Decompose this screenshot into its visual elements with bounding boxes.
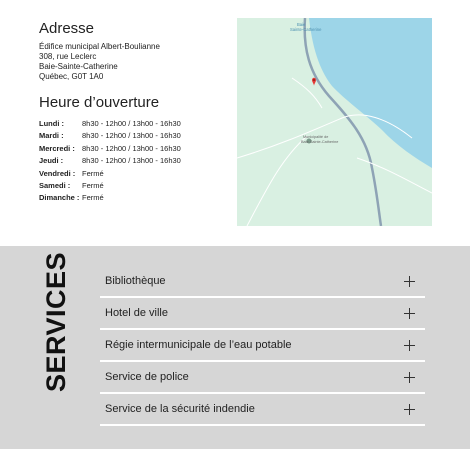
hours-row xyxy=(39,180,229,192)
hours-time: 8h30 - 12h00 / 13h00 - 16h30 xyxy=(82,131,181,141)
map-water-label-line: Baie xyxy=(297,22,306,27)
hours-time: Fermé xyxy=(82,181,104,191)
service-item-securite-incendie[interactable] xyxy=(100,394,425,426)
map-canvas[interactable] xyxy=(237,18,432,226)
hours-day: Vendredi : xyxy=(39,168,76,178)
service-label: Service de police xyxy=(105,371,189,383)
service-label: Hotel de ville xyxy=(105,307,168,319)
hours-row xyxy=(39,192,229,204)
address-block xyxy=(39,42,229,82)
plus-icon[interactable] xyxy=(404,308,415,319)
service-label: Bibliothèque xyxy=(105,275,166,287)
hours-heading: Heure d’ouverture xyxy=(39,94,160,111)
plus-icon[interactable] xyxy=(404,404,415,415)
plus-icon[interactable] xyxy=(404,372,415,383)
plus-icon[interactable] xyxy=(404,276,415,287)
map-water-label-line: Sainte-Catherine xyxy=(290,27,322,32)
map-poi-label: Baie-Sainte-Catherine xyxy=(301,140,339,144)
hours-day: Jeudi : xyxy=(39,156,64,166)
hours-time: Fermé xyxy=(82,193,104,203)
service-item-bibliotheque[interactable] xyxy=(100,266,425,298)
location-map[interactable] xyxy=(237,18,432,226)
hours-day: Lundi : xyxy=(39,119,64,128)
hours-time: 8h30 - 12h00 / 13h00 - 16h30 xyxy=(82,156,181,166)
hours-time: Fermé xyxy=(82,168,104,178)
hours-row xyxy=(39,118,229,130)
address-line: Baie-Sainte-Catherine xyxy=(39,62,118,71)
hours-time: 8h30 - 12h00 / 13h00 - 16h30 xyxy=(82,143,181,153)
hours-row xyxy=(39,130,229,142)
service-item-hotel-de-ville[interactable] xyxy=(100,298,425,330)
hours-day: Dimanche : xyxy=(39,193,80,203)
address-line: 308, rue Leclerc xyxy=(39,52,97,61)
hours-day: Samedi : xyxy=(39,181,71,191)
contact-info xyxy=(39,20,229,205)
hours-day: Mercredi : xyxy=(39,143,75,153)
hours-time: 8h30 - 12h00 / 13h00 - 16h30 xyxy=(82,119,181,128)
address-line: Édifice municipal Albert-Boulianne xyxy=(39,42,160,51)
service-label: Service de la sécurité indendie xyxy=(105,403,255,415)
service-item-regie-eau-potable[interactable] xyxy=(100,330,425,362)
address-heading: Adresse xyxy=(39,20,95,37)
hours-row xyxy=(39,143,229,155)
services-list xyxy=(100,266,425,426)
plus-icon[interactable] xyxy=(404,340,415,351)
service-item-police[interactable] xyxy=(100,362,425,394)
services-heading: SERVICES xyxy=(41,251,71,392)
hours-row xyxy=(39,168,229,180)
address-line: Québec, G0T 1A0 xyxy=(39,72,104,81)
map-poi-label: Municipalité de xyxy=(303,135,329,139)
hours-row xyxy=(39,155,229,167)
hours-table xyxy=(39,118,229,205)
hours-day: Mardi : xyxy=(39,131,64,141)
service-label: Régie intermunicipale de l’eau potable xyxy=(105,339,292,351)
